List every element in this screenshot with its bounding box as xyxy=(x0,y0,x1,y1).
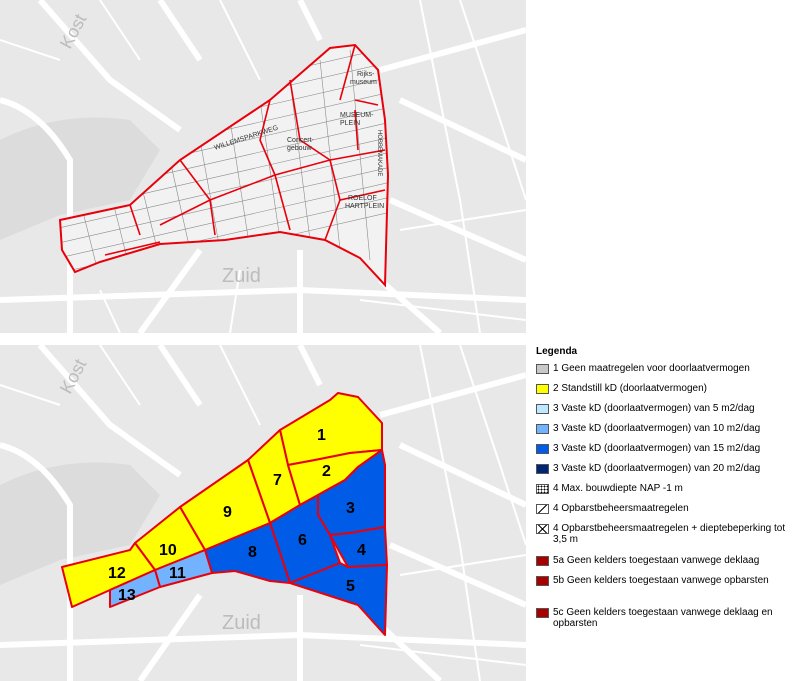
zone-number: 1 xyxy=(317,427,326,444)
legend-title: Legenda xyxy=(536,346,578,357)
legend-label: 2 Standstill kD (doorlaatvermogen) xyxy=(553,383,707,394)
zone-number: 10 xyxy=(159,542,177,559)
legend-label: 1 Geen maatregelen voor doorlaatvermogen xyxy=(553,363,750,374)
legend-swatch xyxy=(536,484,549,494)
legend-swatch xyxy=(536,384,549,394)
legend-label: 3 Vaste kD (doorlaatvermogen) van 5 m2/dag xyxy=(553,403,755,414)
legend-label: 3 Vaste kD (doorlaatvermogen) van 20 m2/dag xyxy=(553,463,761,474)
legend-swatch xyxy=(536,608,549,618)
legend-item xyxy=(536,483,794,503)
zone-number: 4 xyxy=(357,542,366,559)
legend-label: 5a Geen kelders toegestaan vanwege deklaag xyxy=(553,555,760,566)
legend-swatch xyxy=(536,464,549,474)
zone-number: 5 xyxy=(346,578,355,595)
legend-swatch xyxy=(536,424,549,434)
label-museumplein: MUSEUM-PLEIN xyxy=(340,112,374,127)
legend-item xyxy=(536,463,794,483)
legend-item xyxy=(536,383,794,403)
top-map-svg xyxy=(0,0,526,333)
legend-label: 3 Vaste kD (doorlaatvermogen) van 15 m2/dag xyxy=(553,443,761,454)
legend-swatch xyxy=(536,556,549,566)
zone-number: 2 xyxy=(322,463,331,480)
legend-swatch xyxy=(536,524,549,534)
legend-item xyxy=(536,403,794,423)
legend-item xyxy=(536,363,794,383)
label-kost: Kost xyxy=(55,355,91,397)
legend-item xyxy=(536,503,794,523)
label-hobbemakade: HOBBEMAKADE xyxy=(376,130,382,177)
zone-number: 9 xyxy=(223,504,232,521)
legend-item xyxy=(536,523,794,555)
label-concertgebouw: Concert-gebouw xyxy=(287,137,314,152)
legend-label: 4 Max. bouwdiepte NAP -1 m xyxy=(553,483,683,494)
legend-swatch xyxy=(536,576,549,586)
legend-item xyxy=(536,575,794,607)
legend-swatch xyxy=(536,504,549,514)
zone-number: 12 xyxy=(108,565,126,582)
zone-number: 7 xyxy=(273,472,282,489)
label-zuid: Zuid xyxy=(222,265,261,287)
legend-item xyxy=(536,443,794,463)
legend-label: 5c Geen kelders toegestaan vanwege deklaag en opbarsten xyxy=(553,607,773,629)
zone-number: 13 xyxy=(118,587,136,604)
zone-number: 6 xyxy=(298,532,307,549)
legend-swatch xyxy=(536,364,549,374)
label-rijksmuseum: Rijks-museum xyxy=(350,71,377,86)
legend-item xyxy=(536,555,794,575)
zone-number: 3 xyxy=(346,500,355,517)
zone-number: 11 xyxy=(169,565,186,582)
legend-items xyxy=(536,363,794,639)
legend-item xyxy=(536,607,794,639)
legend-label: 5b Geen kelders toegestaan vanwege opbarsten xyxy=(553,575,769,586)
label-kost: Kost xyxy=(55,10,91,52)
label-roelof-hartplein: ROELOF HARTPLEIN xyxy=(345,195,385,210)
legend xyxy=(536,346,794,639)
label-willemsparkweg: WILLEMSPARKWEG xyxy=(213,124,280,152)
label-zuid: Zuid xyxy=(222,612,261,634)
legend-label: 4 Opbarstbeheersmaatregelen xyxy=(553,503,689,514)
legend-item xyxy=(536,423,794,443)
bottom-map xyxy=(0,345,526,681)
zone-number: 8 xyxy=(248,544,257,561)
top-map xyxy=(0,0,526,333)
legend-label: 3 Vaste kD (doorlaatvermogen) van 10 m2/dag xyxy=(553,423,761,434)
legend-swatch xyxy=(536,404,549,414)
legend-label: 4 Opbarstbeheersmaatregelen + dieptebeperking tot 3,5 m xyxy=(553,523,786,545)
bottom-map-svg xyxy=(0,345,526,681)
legend-swatch xyxy=(536,444,549,454)
